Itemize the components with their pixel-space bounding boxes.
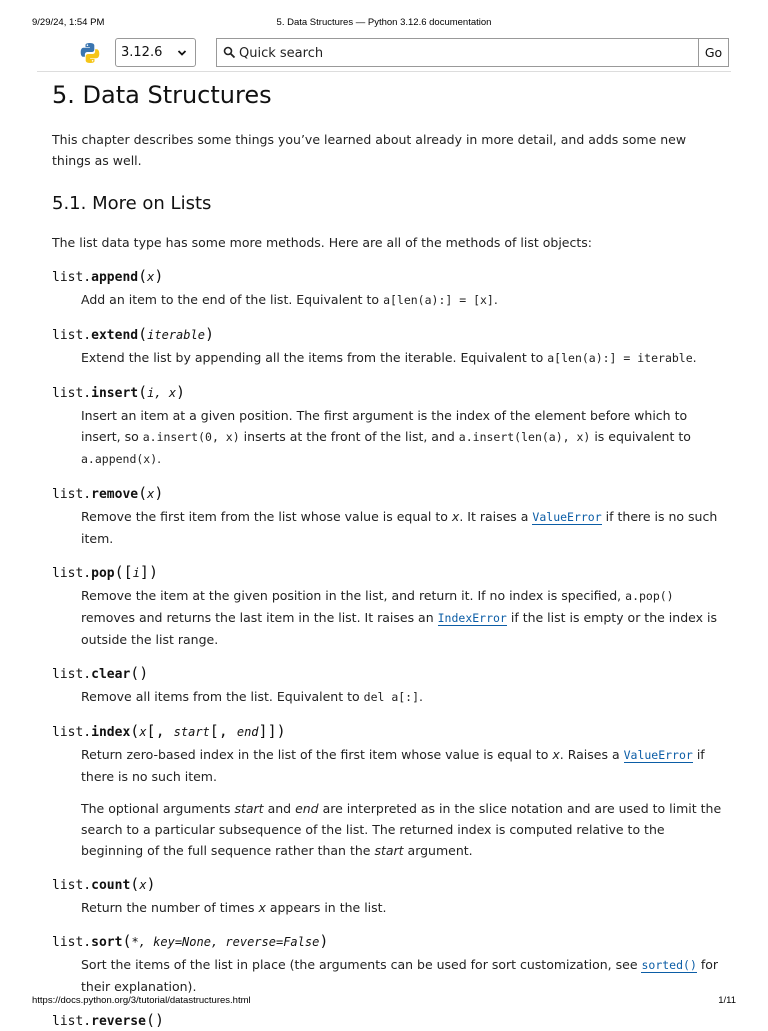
- method-signature-insert: list.insert(i, x): [52, 383, 186, 401]
- print-doc-title: 5. Data Structures — Python 3.12.6 documentation: [276, 17, 492, 28]
- search-box: [216, 38, 698, 67]
- method-signature-count: list.count(x): [52, 875, 156, 893]
- chapter-intro: This chapter describes some things you’ve learned about already in more detail, and adds some new things as well.: [52, 132, 687, 168]
- top-bar: [37, 38, 731, 69]
- python-logo-icon[interactable]: [79, 42, 101, 64]
- method-desc-remove: Remove the first item from the list whose value is equal to x. It raises a ValueError if there is no such item.: [81, 509, 718, 546]
- header-divider: [37, 71, 731, 72]
- method-desc-sort: Sort the items of the list in place (the arguments can be used for sort customization, see sorted() for their explanation).: [81, 957, 719, 994]
- method-desc-extend: Extend the list by appending all the items from the iterable. Equivalent to a[len(a):] = iterable.: [81, 350, 697, 365]
- print-url: https://docs.python.org/3/tutorial/datastructures.html: [32, 995, 251, 1006]
- version-select[interactable]: [115, 38, 196, 67]
- method-signature-reverse: list.reverse(): [52, 1011, 164, 1029]
- method-signature-pop: list.pop([i]): [52, 563, 158, 581]
- main-content: [52, 78, 722, 1031]
- method-desc-clear: Remove all items from the list. Equivalent to del a[:].: [81, 689, 424, 704]
- method-signature-remove: list.remove(x): [52, 484, 164, 502]
- print-page-number: 1/11: [718, 995, 736, 1006]
- list-intro: The list data type has some more methods. Here are all of the methods of list objects:: [52, 235, 592, 250]
- method-signature-sort: list.sort(*, key=None, reverse=False): [52, 932, 329, 950]
- method-signature-extend: list.extend(iterable): [52, 325, 214, 343]
- print-header: [32, 17, 736, 31]
- method-desc-count: Return the number of times x appears in the list.: [81, 900, 387, 915]
- page-title: 5. Data Structures: [52, 81, 272, 109]
- version-value: 3.12.6: [121, 45, 163, 60]
- section-title: 5.1. More on Lists: [52, 193, 212, 214]
- method-desc-insert: Insert an item at a given position. The first argument is the index of the element before which to insert, so a.insert(0, x) inserts at the front of the list, and a.insert(len(a), x) is equivalent to a.append(x).: [81, 408, 691, 466]
- indexerror-link[interactable]: IndexError: [437, 611, 507, 625]
- method-signature-append: list.append(x): [52, 267, 164, 285]
- print-footer: [32, 995, 736, 1009]
- valueerror-link[interactable]: ValueError: [623, 748, 693, 762]
- method-desc-append: Add an item to the end of the list. Equivalent to a[len(a):] = [x].: [81, 292, 498, 307]
- search-input[interactable]: [239, 43, 679, 63]
- search-icon: [223, 46, 236, 59]
- valueerror-link[interactable]: ValueError: [532, 510, 602, 524]
- chevron-down-icon: [177, 48, 187, 58]
- method-signature-clear: list.clear(): [52, 664, 149, 682]
- print-datetime: 9/29/24, 1:54 PM: [32, 17, 105, 28]
- method-signature-index: list.index(x[, start[, end]]): [52, 722, 286, 740]
- sorted-link[interactable]: sorted(): [641, 958, 697, 972]
- go-button[interactable]: Go: [698, 38, 729, 67]
- method-desc-pop: Remove the item at the given position in the list, and return it. If no index is specified, a.pop() removes and returns the last item in the list. It raises an IndexError if the list is empty or the index is outside the list range.: [81, 588, 717, 647]
- method-desc-index: Return zero-based index in the list of the first item whose value is equal to x. Raises a ValueError if there is no such item. The optional arguments start and end are interpreted as in the slice notation and are used to limit the search to a particular subsequence of the list. The returned index is computed relative to the beginning of the full sequence rather than the start argument.: [81, 747, 722, 858]
